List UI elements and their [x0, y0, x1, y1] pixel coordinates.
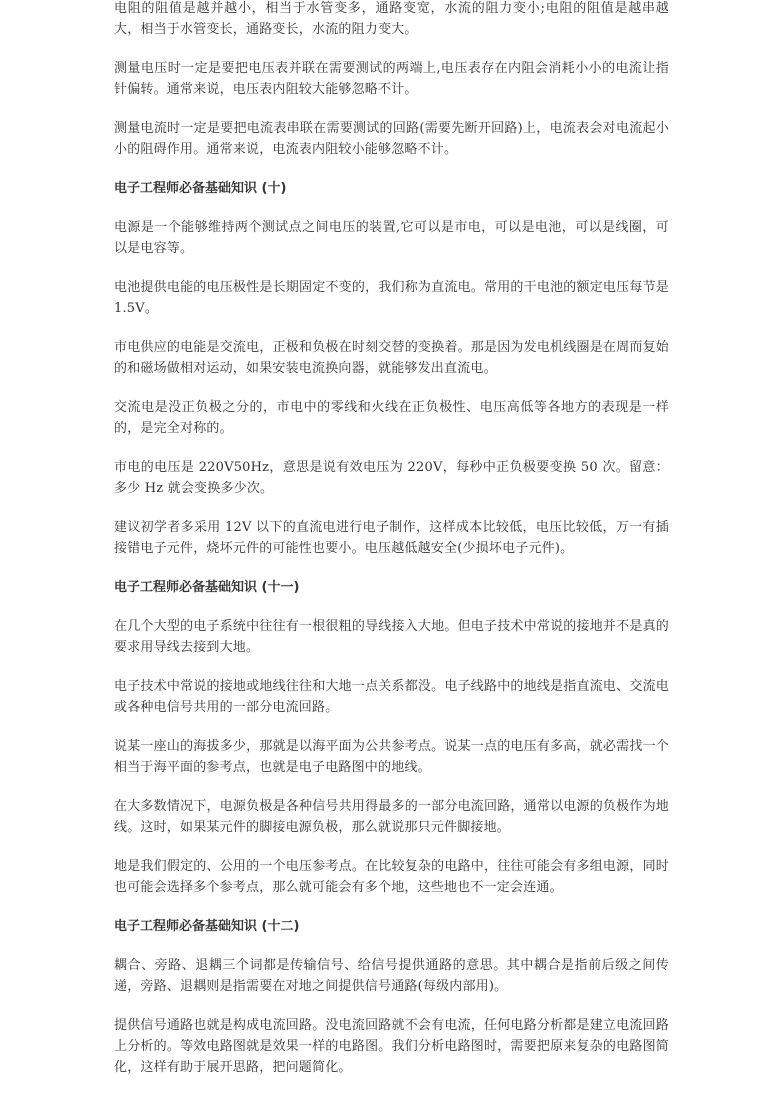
- document-body: [114, 0, 669, 1096]
- paragraph: 电子技术中常说的接地或地线往往和大地一点关系都没。电子线路中的地线是指直流电、交流电或各种电信号共用的一部分电流回路。: [114, 679, 669, 715]
- paragraph: 市电的电压是 220V50Hz，意思是说有效电压为 220V，每秒中正负极要变换 50 次。留意：多少 Hz 就会变换多少次。: [114, 460, 669, 496]
- paragraph: 电池提供电能的电压极性是长期固定不变的，我们称为直流电。常用的干电池的额定电压每节是 1.5V。: [114, 280, 669, 316]
- paragraph: 说某一座山的海拔多少，那就是以海平面为公共参考点。说某一点的电压有多高，就必需找一个相当于海平面的参考点，也就是电子电路图中的地线。: [114, 739, 669, 775]
- paragraph: 在几个大型的电子系统中往往有一根很粗的导线接入大地。但电子技术中常说的接地并不是真的要求用导线去接到大地。: [114, 619, 669, 655]
- paragraph: 市电供应的电能是交流电，正极和负极在时刻交替的变换着。那是因为发电机线圈是在周而复始的和磁场做相对运动，如果安装电流换向器，就能够发出直流电。: [114, 340, 669, 376]
- section-heading: 电子工程师必备基础知识 (十二): [114, 919, 300, 934]
- section-heading: 电子工程师必备基础知识 (十): [114, 181, 287, 196]
- paragraph: 地是我们假定的、公用的一个电压参考点。在比较复杂的电路中，往往可能会有多组电源，同时也可能会选择多个参考点，那么就可能会有多个地，这些地也不一定会连通。: [114, 859, 669, 895]
- paragraph: 电源是一个能够维持两个测试点之间电压的装置,它可以是市电，可以是电池，可以是线圈，可以是电容等。: [114, 220, 669, 256]
- paragraph: 在大多数情况下，电源负极是各种信号共用得最多的一部分电流回路，通常以电源的负极作为地线。这时，如果某元件的脚接电源负极，那么就说那只元件脚接地。: [114, 799, 669, 835]
- paragraph: 建议初学者多采用 12V 以下的直流电进行电子制作，这样成本比较低，电压比较低，万一有插接错电子元件，烧坏元件的可能性也要小。电压越低越安全(少损坏电子元件)。: [114, 520, 669, 556]
- paragraph: 耦合、旁路、退耦三个词都是传输信号、给信号提供通路的意思。其中耦合是指前后级之间传递，旁路、退耦则是指需要在对地之间提供信号通路(每级内部用)。: [114, 958, 669, 994]
- paragraph: 电阻的阻值是越并越小，相当于水管变多，通路变宽，水流的阻力变小;电阻的阻值是越串越大，相当于水管变长，通路变长，水流的阻力变大。: [114, 1, 669, 37]
- paragraph: 交流电是没正负极之分的，市电中的零线和火线在正负极性、电压高低等各地方的表现是一样的，是完全对称的。: [114, 400, 669, 436]
- paragraph: 提供信号通路也就是构成电流回路。没电流回路就不会有电流，任何电路分析都是建立电流回路上分析的。等效电路图就是效果一样的电路图。我们分析电路图时，需要把原来复杂的电路图简化，这样有助于展开思路，把问题简化。: [114, 1018, 669, 1075]
- paragraph: 测量电流时一定是要把电流表串联在需要测试的回路(需要先断开回路)上，电流表会对电流起小小的阻碍作用。通常来说，电流表内阻较小能够忽略不计。: [114, 121, 669, 157]
- section-heading: 电子工程师必备基础知识 (十一): [114, 580, 300, 595]
- paragraph: 测量电压时一定是要把电压表并联在需要测试的两端上,电压表存在内阻会消耗小小的电流让指针偏转。通常来说，电压表内阻较大能够忽略不计。: [114, 61, 669, 97]
